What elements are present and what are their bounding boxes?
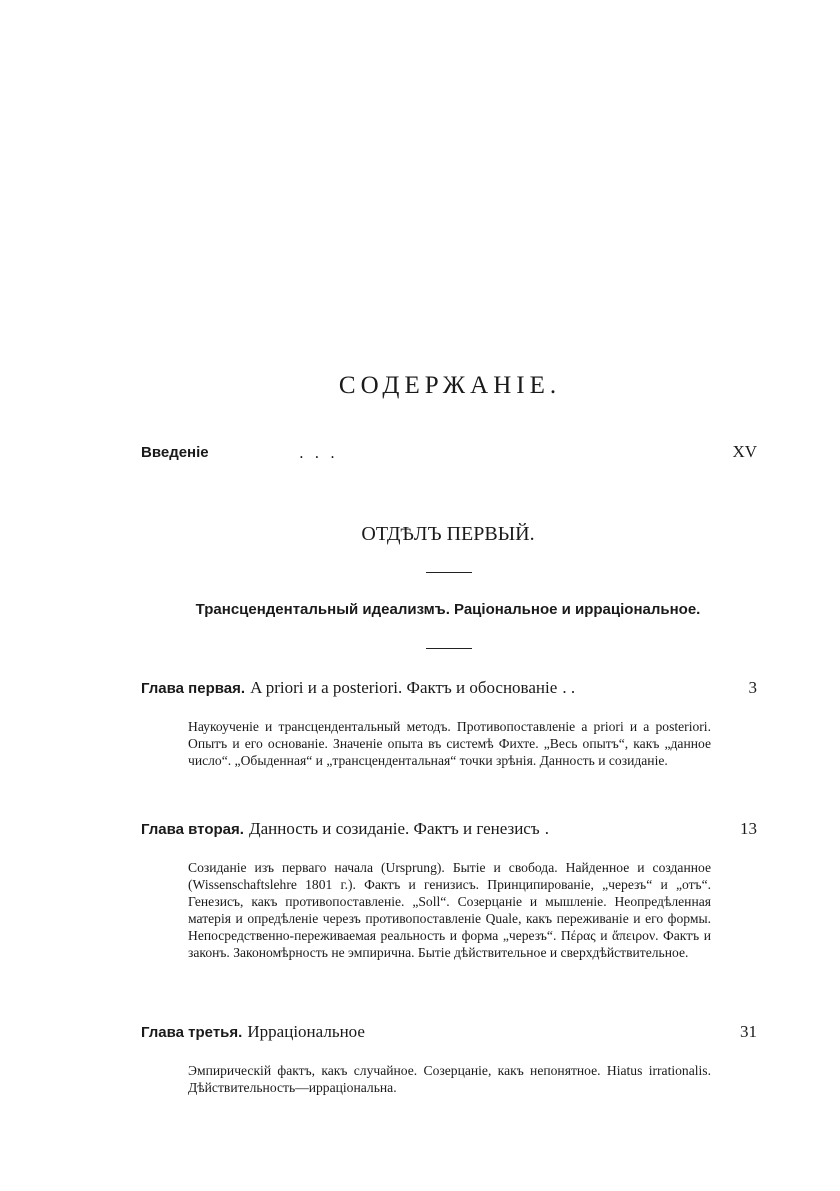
chapter-heading-line: [141, 678, 757, 702]
toc-entry-chapter-3: [141, 1022, 757, 1096]
chapter-summary: Созиданіе изъ перваго начала (Ursprung). Бытіе и свобода. Найденное и созданное (Wissenschaftslehre 1801 г.). Фактъ и генизисъ. Принципированіе, „черезъ“ и „отъ“. Генезисъ, какъ противопоставленіе. „Soll“. Созерцаніе и мышленіе. Неопредѣленная матерія и опредѣленіе черезъ противопоставленіе Quale, какъ переживаніе и его формы. Непосредственно-переживаемая реальность и форма „черезъ“. Πέρας и ἄπειρον. Фактъ и законъ. Закономѣрность не эмпирична. Бытіе дѣйствительное и сверхдѣйствительное.: [188, 860, 711, 960]
chapter-label: Глава первая.: [141, 680, 246, 697]
chapter-label: Глава вторая.: [141, 821, 244, 838]
chapter-leader-dots: .: [544, 819, 549, 838]
intro-leader-dots: . . .: [299, 444, 338, 462]
section-title: ОТДѢЛЪ ПЕРВЫЙ.: [361, 523, 535, 545]
chapter-page-number: 31: [740, 1022, 757, 1041]
chapter-summary: Наукоученіе и трансцендентальный методъ. Противопоставленіе a priori и a posteriori. Опытъ и его основаніе. Значеніе опыта въ системѣ Фихте. „Весь опытъ“, какъ „данное число“. „Обыденная“ и „трансцендентальная“ точки зрѣнія. Данность и созиданіе.: [188, 719, 711, 768]
divider-rule: [426, 648, 472, 649]
chapter-leader-dots: . .: [562, 678, 576, 697]
chapter-title: Ирраціональное: [247, 1022, 365, 1041]
intro-label: Введеніе: [141, 444, 209, 461]
chapter-heading-line: [141, 1022, 757, 1046]
toc-title: СОДЕРЖАНІЕ.: [338, 372, 562, 399]
chapter-heading-line: [141, 819, 757, 843]
chapter-page-number: 3: [748, 678, 757, 697]
toc-entry-chapter-1: [141, 678, 757, 769]
chapter-page-number: 13: [740, 819, 757, 838]
intro-page-number: XV: [732, 442, 757, 461]
chapter-title: A priori и a posteriori. Фактъ и обоснованіе: [250, 678, 558, 697]
chapter-label: Глава третья.: [141, 1024, 243, 1041]
chapter-summary: Эмпирическій фактъ, какъ случайное. Созерцаніе, какъ непонятное. Hiatus irrationalis. Дѣйствительность—ирраціональна.: [188, 1063, 711, 1095]
divider-rule: [426, 572, 472, 573]
section-subtitle: Трансцендентальный идеализмъ. Раціональное и ирраціональное.: [195, 601, 701, 618]
toc-entry-introduction: [141, 444, 757, 466]
toc-entry-chapter-2: [141, 819, 757, 961]
chapter-title: Данность и созиданіе. Фактъ и генезисъ: [249, 819, 540, 838]
